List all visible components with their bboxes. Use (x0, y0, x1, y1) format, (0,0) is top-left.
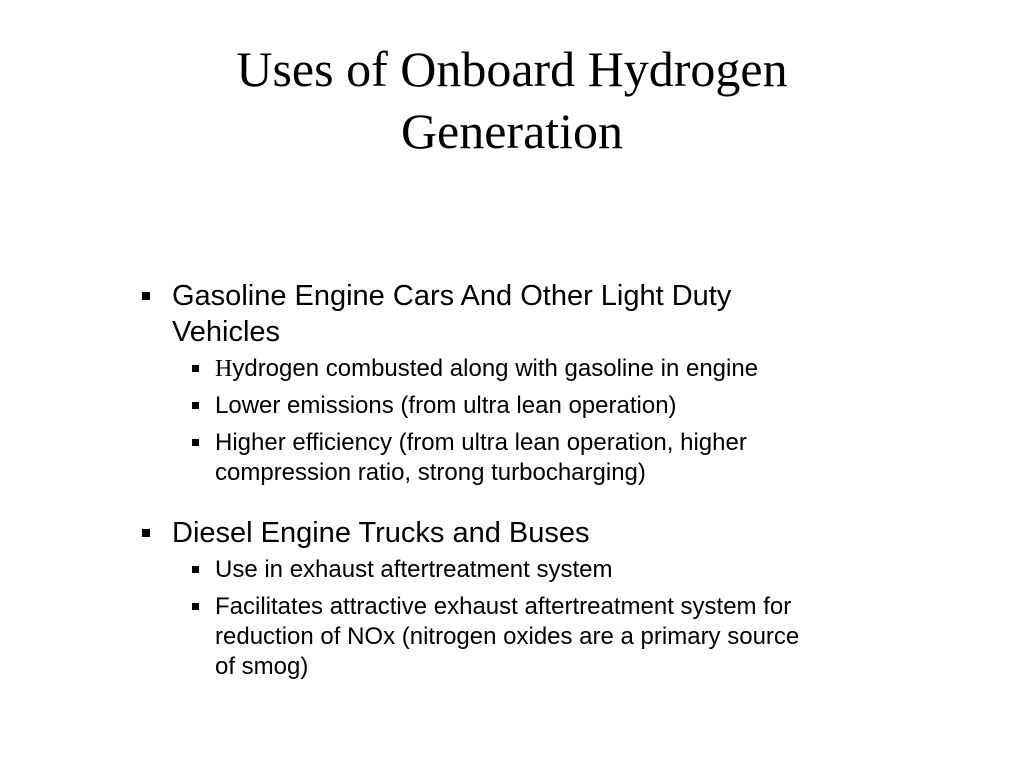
square-bullet-icon (142, 292, 150, 300)
sub-bullet-lower-emissions (140, 391, 940, 421)
sub-bullet-text: Use in exhaust aftertreatment system (215, 556, 613, 583)
sub-bullet-exhaust-aftertreatment (140, 555, 940, 585)
sub-bullet-text-line-3: of smog) (215, 653, 309, 680)
bullet-gasoline-engine-cars (140, 278, 940, 350)
title-line-1: Uses of Onboard Hydrogen (236, 41, 788, 97)
sub-bullet-text: ydrogen combusted along with gasoline in engine (232, 355, 759, 382)
square-bullet-icon (192, 439, 199, 446)
square-bullet-icon (192, 365, 199, 372)
square-bullet-icon (142, 529, 150, 537)
sub-list-gasoline (140, 354, 940, 488)
square-bullet-icon (192, 402, 199, 409)
square-bullet-icon (192, 603, 199, 610)
sub-bullet-hydrogen-combusted (140, 354, 940, 384)
drop-letter: H (215, 356, 233, 382)
sub-list-diesel (140, 555, 940, 682)
bullet-text-line-1: Diesel Engine Trucks and Buses (172, 517, 590, 549)
sub-bullet-text-line-1: Facilitates attractive exhaust aftertreatment system for (215, 593, 792, 620)
sub-bullet-text-line-1: Higher efficiency (from ultra lean operation, higher (215, 429, 747, 456)
slide-body (140, 278, 940, 689)
bullet-text-line-2: Vehicles (172, 316, 281, 348)
sub-bullet-text-line-2: reduction of NOx (nitrogen oxides are a primary source (215, 623, 800, 650)
slide-title (0, 38, 1024, 162)
square-bullet-icon (192, 566, 199, 573)
bullet-text-line-1: Gasoline Engine Cars And Other Light Duty (172, 280, 732, 312)
sub-bullet-text: Lower emissions (from ultra lean operation) (215, 392, 677, 419)
title-line-2: Generation (400, 103, 624, 159)
sub-bullet-higher-efficiency (140, 428, 940, 488)
sub-bullet-text-line-2: compression ratio, strong turbocharging) (215, 459, 646, 486)
section-spacer (140, 495, 940, 515)
bullet-diesel-engine-trucks (140, 515, 940, 551)
sub-bullet-facilitates-nox-reduction (140, 592, 940, 682)
